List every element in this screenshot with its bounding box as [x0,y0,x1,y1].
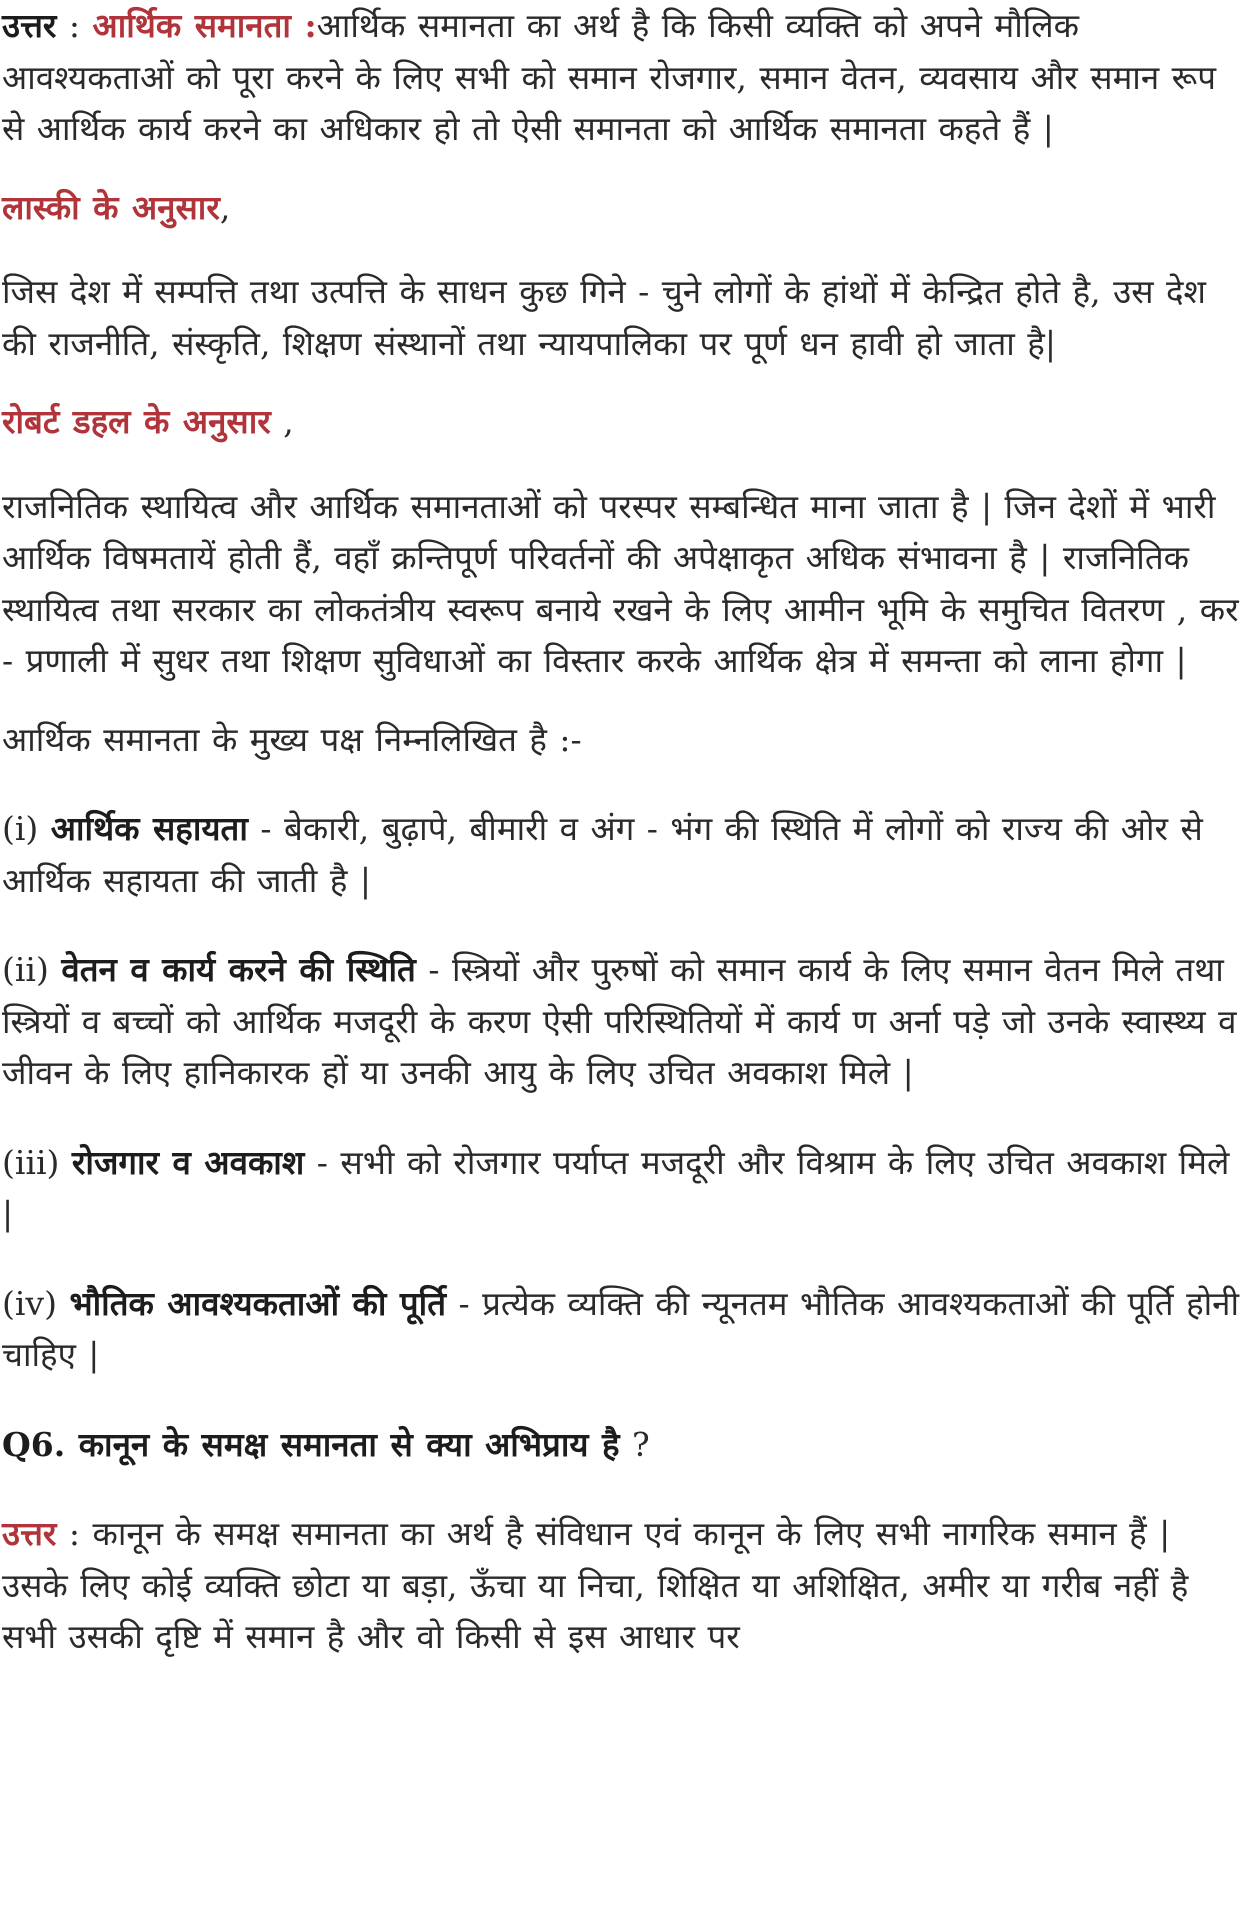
laski-heading [2,182,1240,234]
question-number: Q6. [2,1424,79,1464]
aspects-intro: आर्थिक समानता के मुख्य पक्ष निम्नलिखित है :- [2,719,582,759]
question-heading [2,1419,1240,1471]
laski-paragraph: जिस देश में सम्पत्ति तथा उत्पत्ति के साधन कुछ गिने - चुने लोगों के हांथों में केन्द्रित होते है, उस देश की राजनीति, संस्कृति, शिक्षण संस्थानों तथा न्यायपालिका पर पूर्ण धन हावी हो जाता है| [2,272,1206,363]
item-number: (i) [2,809,51,848]
term-economic-equality: आर्थिक समानता : [92,6,317,45]
item-text: - स्त्रियों और पुरुषों को समान कार्य के लिए समान वेतन मिले तथा स्त्रियों व बच्चों को आर्थिक मजदूरी के करण ऐसी परिस्थितियों में कार्य ण अर्ना पड़े जो उनके स्वास्थ्य व जीवन के लिए हानिकारक हों या उनकी आयु के लिए उचित अवकाश मिले | [2,950,1237,1092]
item-term: आर्थिक सहायता [50,809,248,848]
item-text: - प्रत्येक व्यक्ति की न्यूनतम भौतिक आवश्यकताओं की पूर्ति होनी चाहिए | [2,1283,1240,1374]
laski-heading-suffix: , [219,187,231,227]
answer-label: उत्तर [2,1514,57,1553]
list-item [2,1137,1240,1240]
item-number: (iii) [2,1142,72,1182]
item-term: भौतिक आवश्यकताओं की पूर्ति [69,1283,447,1323]
dahl-heading-suffix: , [270,402,294,441]
laski-heading-text: लास्की के अनुसार [2,187,220,227]
answer-paragraph-equality-before-law [2,1508,1240,1663]
item-text: - बेकारी, बुढ़ापे, बीमारी व अंग - भंग की स्थिति में लोगों को राज्य की ओर से आर्थिक सहायता की जाती है | [2,809,1203,900]
item-number: (ii) [2,950,62,989]
definition-text: आर्थिक समानता का अर्थ है कि किसी व्यक्ति को अपने मौलिक आवश्यकताओं को पूरा करने के लिए सभी को समान रोजगार, समान वेतन, व्यवसाय और समान रूप से आर्थिक कार्य करने का अधिकार हो तो ऐसी समानता को आर्थिक समानता कहते हैं | [2,6,1217,148]
list-item [2,803,1240,906]
item-term: वेतन व कार्य करने की स्थिति [61,950,416,989]
answer-paragraph-economic-equality [2,0,1240,155]
dahl-heading-text: रोबर्ट डहल के अनुसार [2,402,271,441]
dahl-paragraph: राजनितिक स्थायित्व और आर्थिक समानताओं को परस्पर सम्बन्धित माना जाता है | जिन देशों में भारी आर्थिक विषमतायें होती हैं, वहाँ क्रन्तिपूर्ण परिवर्तनों की अपेक्षाकृत अधिक संभावना है | राजनितिक स्थायित्व तथा सरकार का लोकतंत्रीय स्वरूप बनाये रखने के लिए आमीन भूमि के समुचित वितरण , कर - प्रणाली में सुधर तथा शिक्षण सुविधाओं का विस्तार करके आर्थिक क्षेत्र में समन्ता को लाना होगा | [2,486,1239,680]
answer-label: उत्तर [2,6,57,45]
question-suffix: ? [619,1424,650,1464]
item-term: रोजगार व अवकाश [71,1142,305,1182]
item-text: - सभी को रोजगार पर्याप्त मजदूरी और विश्राम के लिए उचित अवकाश मिले | [2,1142,1230,1233]
separator: : [56,6,93,45]
list-item [2,944,1240,1099]
list-item [2,1278,1240,1381]
dahl-heading [2,396,1240,448]
question-text: कानून के समक्ष समानता से क्या अभिप्राय है [78,1424,620,1464]
item-number: (iv) [2,1283,70,1323]
answer-text: : कानून के समक्ष समानता का अर्थ है संविधान एवं कानून के लिए सभी नागरिक समान हैं | उसके लिए कोई व्यक्ति छोटा या बड़ा, ऊँचा या निचा, शिक्षित या अशिक्षित, अमीर या गरीब नहीं है सभी उसकी दृष्टि में समान है और वो किसी से इस आधार पर [2,1514,1189,1656]
